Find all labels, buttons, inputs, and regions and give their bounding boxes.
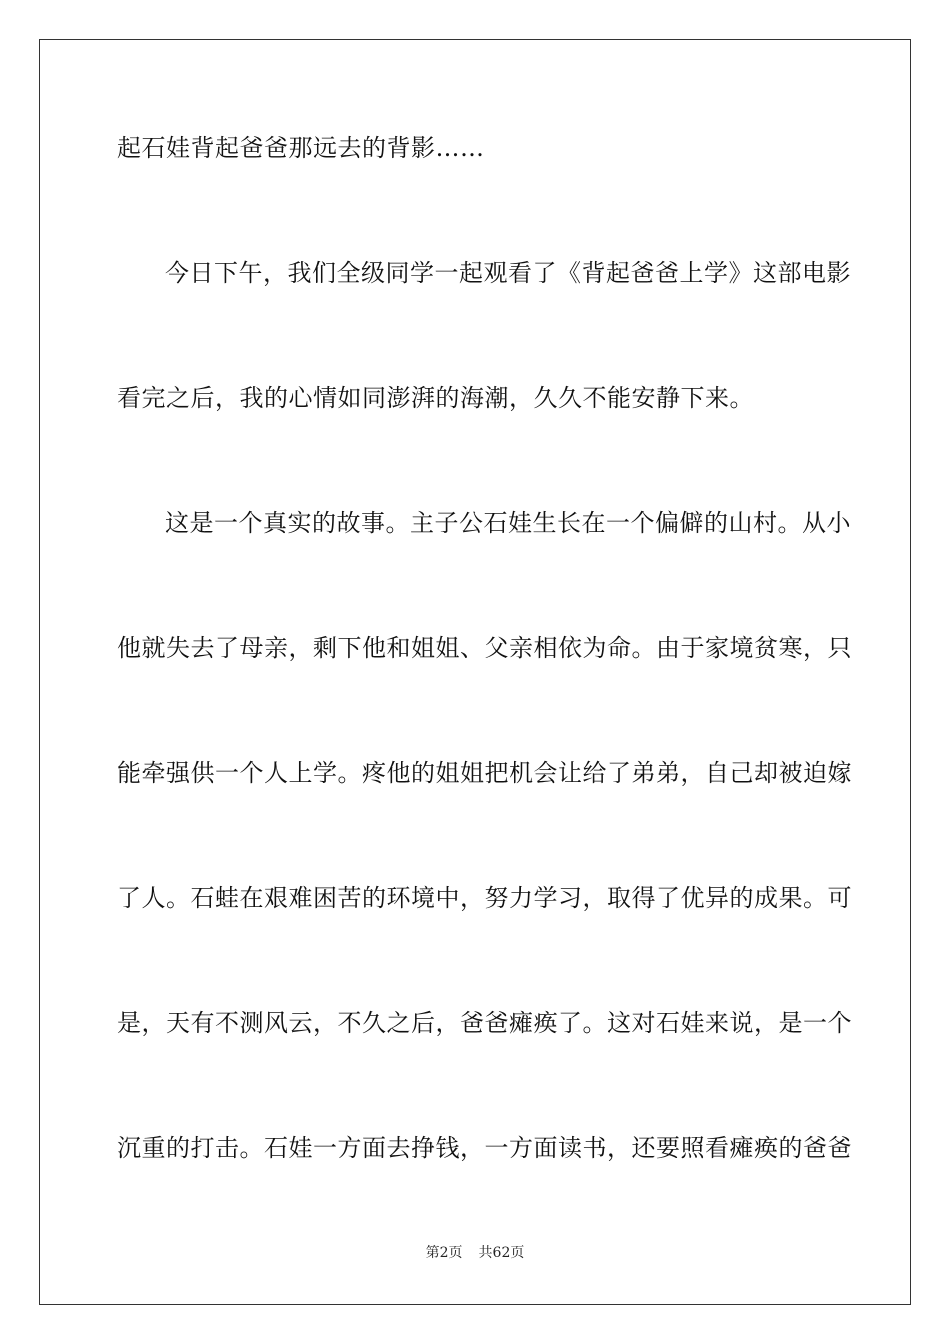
text-line-9: 沉重的打击。石娃一方面去挣钱，一方面读书，还要照看瘫痪的爸爸 [117,1134,852,1162]
text-line-3: 看完之后，我的心情如同澎湃的海潮，久久不能安静下来。 [117,384,754,412]
page-total: 共62页 [478,1245,525,1261]
text-line-1: 起石娃背起爸爸那远去的背影…… [117,134,485,162]
page-number: 第2页 [425,1245,463,1261]
text-line-2: 今日下午，我们全级同学一起观看了《背起爸爸上学》这部电影 [165,259,851,287]
text-line-7: 了人。石蛙在艰难困苦的环境中，努力学习，取得了优异的成果。可 [117,884,852,912]
text-line-6: 能牵强供一个人上学。疼他的姐姐把机会让给了弟弟，自己却被迫嫁 [117,759,852,787]
page-border [39,39,911,1305]
page-footer [0,1243,950,1263]
text-line-8: 是，天有不测风云，不久之后，爸爸瘫痪了。这对石娃来说，是一个 [117,1009,852,1037]
text-line-4: 这是一个真实的故事。主子公石娃生长在一个偏僻的山村。从小 [165,509,851,537]
text-line-5: 他就失去了母亲，剩下他和姐姐、父亲相依为命。由于家境贫寒，只 [117,634,852,662]
